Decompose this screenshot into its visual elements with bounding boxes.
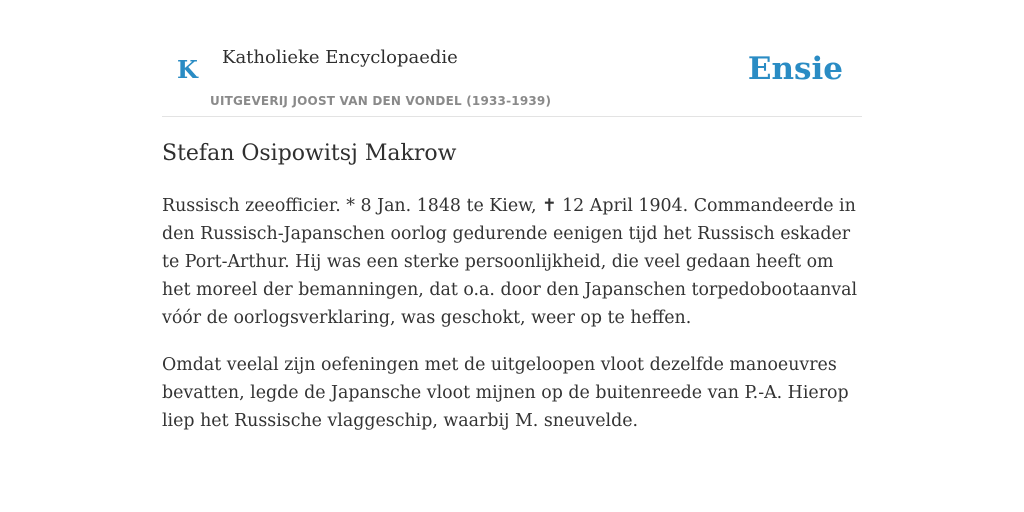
- article-title: Stefan Osipowitsj Makrow: [162, 141, 457, 166]
- ensie-brand-logo[interactable]: Ensie: [747, 51, 843, 87]
- publisher-label: UITGEVERIJ JOOST VAN DEN VONDEL (1933-1939): [210, 94, 552, 108]
- encyclopedia-title[interactable]: Katholieke Encyclopaedie: [222, 47, 458, 68]
- encyclopedia-logo[interactable]: K: [177, 55, 198, 84]
- page: [162, 0, 862, 431]
- article-paragraph-2: Omdat veelal zijn oefeningen met de uitgeloopen vloot dezelfde manoeuvres bevatten, legde de Japansche vloot mijnen op de buitenreede van P.-A. Hierop liep het Russische vlaggeschip, waarbij M. sneuvelde.: [162, 355, 849, 431]
- article-paragraph-1: Russisch zeeofficier. * 8 Jan. 1848 te Kiew, ✝ 12 April 1904. Commandeerde in den Russisch-Japanschen oorlog gedurende eenigen tijd het Russisch eskader te Port-Arthur. Hij was een sterke persoonlijkheid, die veel gedaan heeft om het moreel der bemanningen, dat o.a. door den Japanschen torpedobootaanval vóór de oorlogsverklaring, was geschokt, weer op te heffen.: [162, 196, 858, 328]
- header: [162, 0, 862, 117]
